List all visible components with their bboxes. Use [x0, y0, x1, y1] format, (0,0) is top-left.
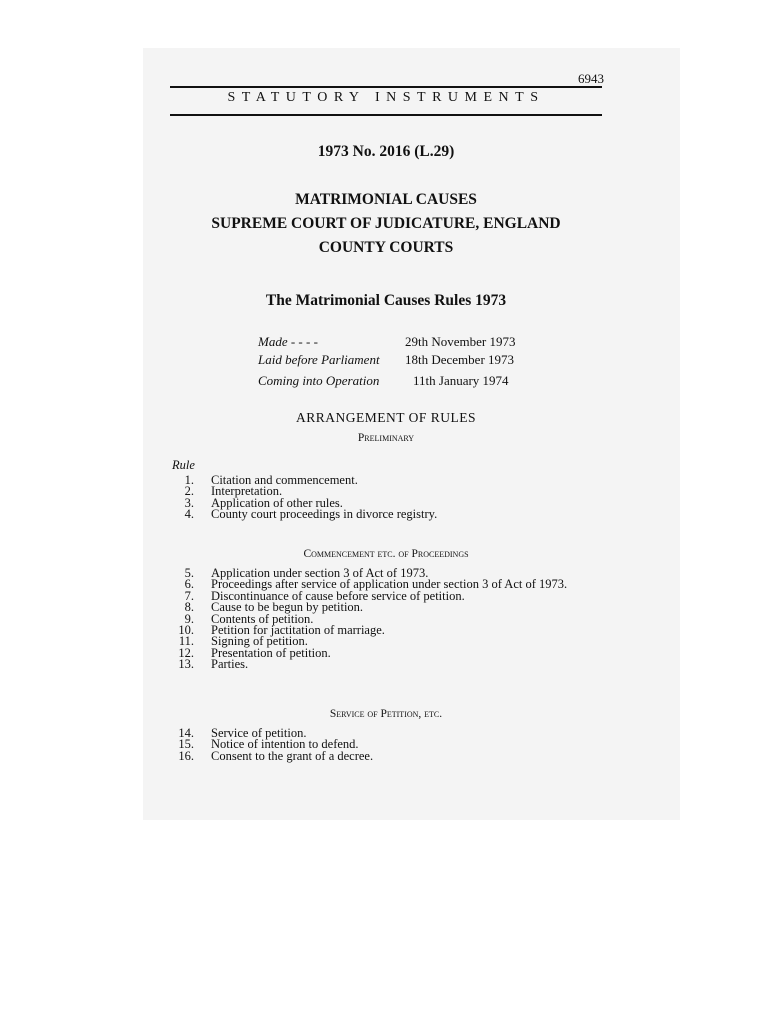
- rule-number: 16.: [178, 748, 194, 763]
- rules-list-service: [160, 728, 373, 762]
- rule-text: Interpretation.: [211, 484, 283, 499]
- rule-number: 11.: [178, 634, 194, 649]
- rule-text: Proceedings after service of application under section 3 of Act of 1973.: [211, 577, 568, 592]
- rule-number: 14.: [178, 726, 194, 740]
- coming-label: Coming into Operation: [258, 373, 380, 388]
- rule-text: Consent to the grant of a decree.: [211, 748, 374, 763]
- rule-text: Petition for jactitation of marriage.: [211, 623, 385, 638]
- rule-number: 9.: [184, 611, 194, 626]
- rules-list-commencement: [160, 568, 567, 671]
- rule-number: 5.: [184, 566, 194, 580]
- rule-text: Discontinuance of cause before service of petition.: [211, 588, 465, 603]
- rule-number: 7.: [184, 588, 194, 603]
- page-number: 6943: [578, 71, 604, 86]
- rules-list-preliminary: [160, 475, 437, 521]
- series-title: STATUTORY INSTRUMENTS: [227, 90, 545, 105]
- made-label: Made - - - -: [258, 334, 318, 349]
- rule-text: Application under section 3 of Act of 1973.: [211, 566, 429, 580]
- rule-text: Application of other rules.: [211, 495, 343, 510]
- subject-heading: COUNTY COURTS: [318, 239, 454, 256]
- coming-date: 11th January 1974: [413, 373, 509, 388]
- arrangement-heading: ARRANGEMENT OF RULES: [295, 410, 476, 425]
- rule-text: Cause to be begun by petition.: [211, 600, 364, 615]
- list-item: [160, 748, 374, 763]
- rule-number: 3.: [184, 495, 194, 510]
- rule-number: 6.: [184, 577, 194, 592]
- rule-text: Service of petition.: [211, 726, 307, 740]
- rule-number: 8.: [184, 600, 194, 615]
- section-heading-service: Service of Petition, etc.: [329, 708, 443, 720]
- rule-text: Citation and commencement.: [211, 473, 358, 487]
- laid-label: Laid before Parliament: [258, 352, 380, 367]
- rule-number: 4.: [184, 507, 194, 522]
- subject-heading: SUPREME COURT OF JUDICATURE, ENGLAND: [211, 215, 561, 232]
- header-rule-top: [170, 86, 602, 88]
- list-item: [160, 509, 437, 520]
- laid-date: 18th December 1973: [405, 352, 515, 367]
- rule-text: County court proceedings in divorce registry.: [211, 507, 438, 522]
- rule-text: Signing of petition.: [211, 634, 308, 649]
- rule-number: 10.: [178, 623, 194, 638]
- rule-number: 13.: [178, 657, 194, 672]
- section-heading-commencement: Commencement etc. of Proceedings: [303, 548, 469, 560]
- rule-text: Presentation of petition.: [211, 645, 331, 660]
- rule-text: Notice of intention to defend.: [211, 737, 359, 752]
- rule-text: Contents of petition.: [211, 611, 314, 626]
- made-date: 29th November 1973: [405, 334, 516, 349]
- rule-column-label: Rule: [172, 458, 195, 472]
- document-title: The Matrimonial Causes Rules 1973: [265, 292, 507, 309]
- rule-number: 2.: [184, 484, 194, 499]
- header-rule-bottom: [170, 114, 602, 116]
- rule-text: Parties.: [211, 657, 249, 672]
- rule-number: 1.: [184, 473, 194, 487]
- rule-number: 15.: [178, 737, 194, 752]
- rule-number: 12.: [178, 645, 194, 660]
- subject-heading: MATRIMONIAL CAUSES: [295, 191, 477, 208]
- list-item: [160, 659, 567, 670]
- section-heading-preliminary: Preliminary: [357, 432, 415, 444]
- list-item: [160, 475, 437, 486]
- instrument-number: 1973 No. 2016 (L.29): [317, 143, 455, 160]
